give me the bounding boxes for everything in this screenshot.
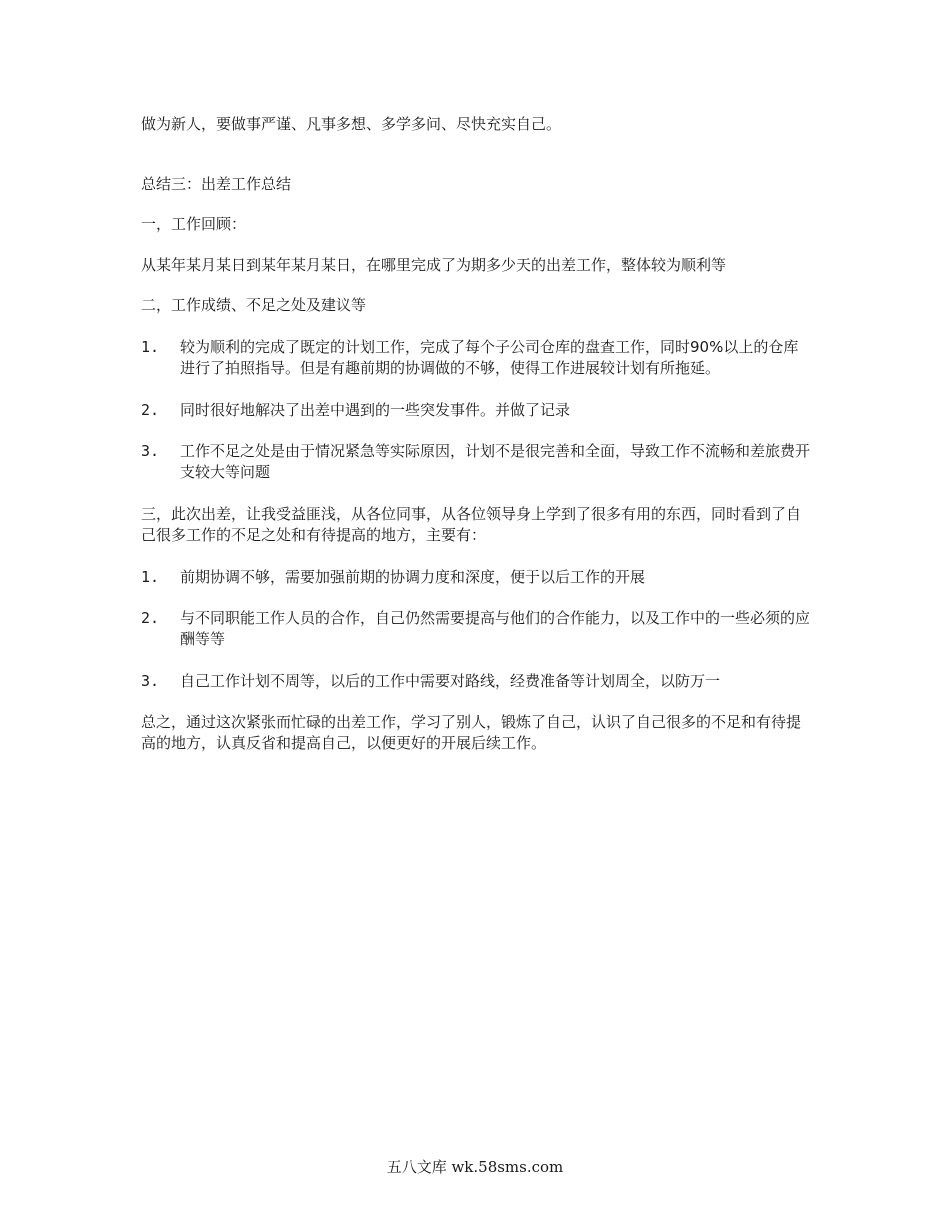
list-number: 3.: [141, 672, 160, 690]
part1-heading: 一，工作回顾：: [141, 215, 247, 233]
list-number: 2.: [141, 609, 160, 627]
list-text: 前期协调不够，需要加强前期的协调力度和深度，便于以后工作的开展: [180, 568, 646, 586]
part3-paragraph: 三，此次出差，让我受益匪浅，从各位同事，从各位领导身上学到了很多有用的东西，同时看到了自己很多工作的不足之处和有待提高的地方，主要有：: [141, 505, 802, 544]
section-title: 总结三：出差工作总结: [141, 175, 292, 193]
part1-text: 从某年某月某日到某年某月某日，在哪里完成了为期多少天的出差工作，整体较为顺利等: [141, 256, 727, 274]
list-text: 较为顺利的完成了既定的计划工作，完成了每个子公司仓库的盘查工作，同时90%以上的仓库进行了拍照指导。但是有趣前期的协调做的不够，使得工作进展较计划有所拖延。: [180, 338, 799, 377]
list-text: 同时很好地解决了出差中遇到的一些突发事件。并做了记录: [180, 401, 571, 419]
list-number: 2.: [141, 401, 160, 419]
part2-heading: 二，工作成绩、不足之处及建议等: [141, 296, 367, 314]
list-text: 自己工作计划不周等，以后的工作中需要对路线，经费准备等计划周全，以防万一: [180, 672, 721, 690]
list-number: 3.: [141, 442, 160, 460]
conclusion-paragraph: 总之，通过这次紧张而忙碌的出差工作，学习了别人，锻炼了自己，认识了自己很多的不足和有待提高的地方，认真反省和提高自己，以便更好的开展后续工作。: [141, 713, 802, 752]
intro-paragraph: 做为新人，要做事严谨、凡事多想、多学多问、尽快充实自己。: [141, 115, 562, 133]
list-text: 与不同职能工作人员的合作，自己仍然需要提高与他们的合作能力，以及工作中的一些必须的应酬等等: [180, 609, 811, 648]
list-number: 1.: [141, 338, 160, 356]
list-number: 1.: [141, 568, 160, 586]
list-text: 工作不足之处是由于情况紧急等实际原因，计划不是很完善和全面，导致工作不流畅和差旅费开支较大等问题: [180, 442, 811, 481]
page-footer: 五八文库 wk.58sms.com: [386, 1158, 564, 1176]
